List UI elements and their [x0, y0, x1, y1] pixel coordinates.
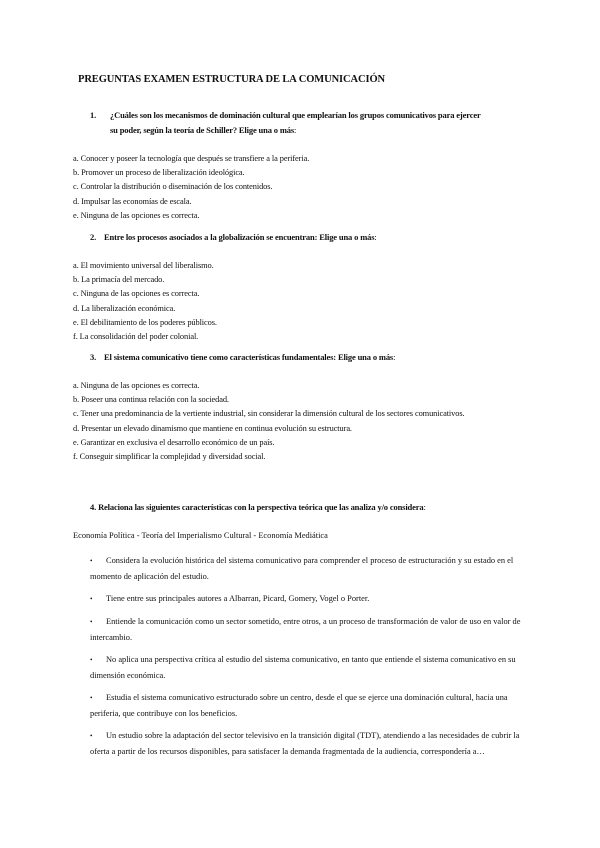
bullet-icon: •	[90, 656, 93, 664]
list-item	[90, 553, 530, 584]
item-text: No aplica una perspectiva crítica al estudio del sistema comunicativo, en tanto que entiende el sistema comunicativo en su dimensión económica.	[90, 655, 516, 680]
option: a. El movimiento universal del liberalismo.	[73, 261, 214, 270]
list-item	[90, 591, 530, 607]
question-2-options	[73, 259, 217, 344]
item-text: Estudia el sistema comunicativo estructurado sobre un centro, desde el que se ejerce una dominación cultural, hacia una periferia, que contribuye con los beneficios.	[90, 693, 508, 718]
item-text: Considera la evolución histórica del sistema comunicativo para comprender el proceso de estructuración y su estado en el momento de aplicación del estudio.	[90, 556, 514, 581]
question-1-text: ¿Cuáles son los mecanismos de dominación cultural que emplearían los grupos comunicativos para ejercer su poder, según la teoría de Schiller? Elige una o más	[110, 110, 481, 135]
option: b. Promover un proceso de liberalización ideológica.	[73, 168, 245, 178]
item-text: Tiene entre sus principales autores a Albarran, Picard, Gomery, Vogel o Porter.	[106, 594, 370, 603]
question-1-number: 1.	[90, 110, 97, 120]
perspectives-list: Economía Política - Teoría del Imperialismo Cultural - Economía Mediática	[73, 531, 328, 540]
question-4-colon: :	[423, 502, 426, 512]
question-4	[90, 502, 426, 512]
option: f. La consolidación del poder colonial.	[73, 332, 199, 342]
bullet-icon: •	[90, 557, 93, 565]
characteristics-list	[90, 553, 530, 766]
question-3-colon: :	[393, 352, 396, 362]
question-4-number: 4.	[90, 502, 97, 512]
option: e. Garantizar en exclusiva el desarrollo económico de un país.	[73, 437, 275, 447]
list-item	[90, 728, 530, 759]
item-text: Entiende la comunicación como un sector sometido, entre otros, a un proceso de transformación de valor de uso en valor de intercambio.	[90, 617, 521, 642]
list-item	[90, 652, 530, 683]
question-1-colon: :	[294, 125, 297, 135]
option: d. Presentar un elevado dinamismo que mantiene en continua evolución su estructura.	[73, 423, 352, 433]
question-3	[90, 350, 530, 365]
bullet-icon: •	[90, 595, 93, 603]
question-3-number: 3.	[90, 352, 97, 362]
list-item	[90, 690, 530, 721]
bullet-icon: •	[90, 694, 93, 702]
question-2	[90, 230, 510, 245]
option: c. Tener una predominancia de la vertiente industrial, sin considerar la dimensión cultural de los sectores comunicativos.	[73, 409, 465, 419]
option: e. Ninguna de las opciones es correcta.	[73, 210, 200, 220]
question-1	[90, 108, 485, 138]
option: e. El debilitamiento de los poderes públicos.	[73, 317, 217, 327]
question-3-options	[73, 379, 543, 464]
option: a. Ninguna de las opciones es correcta.	[73, 381, 200, 390]
question-1-options	[73, 152, 309, 223]
option: d. Impulsar las economías de escala.	[73, 196, 192, 206]
question-2-colon: :	[374, 232, 377, 242]
bullet-icon: •	[90, 732, 93, 740]
option: c. Ninguna de las opciones es correcta.	[73, 289, 200, 299]
question-2-number: 2.	[90, 232, 97, 242]
item-text: Un estudio sobre la adaptación del sector televisivo en la transición digital (TDT), atendiendo a las necesidades de cubrir la oferta a partir de los recursos disponibles, para satisfacer la demanda fragmentada de la audiencia, correspondería a…	[90, 731, 520, 756]
document-title: PREGUNTAS EXAMEN ESTRUCTURA DE LA COMUNICACIÓN	[78, 74, 386, 85]
question-2-text: Entre los procesos asociados a la globalización se encuentran: Elige una o más	[104, 232, 375, 242]
option: d. La liberalización económica.	[73, 303, 176, 313]
list-item	[90, 614, 530, 645]
option: f. Conseguir simplificar la complejidad y diversidad social.	[73, 452, 266, 462]
option: c. Controlar la distribución o diseminación de los contenidos.	[73, 182, 273, 192]
bullet-icon: •	[90, 618, 93, 626]
question-4-text: Relaciona las siguientes características con la perspectiva teórica que las analiza y/o considera	[98, 502, 424, 512]
question-3-text: El sistema comunicativo tiene como características fundamentales: Elige una o más	[104, 352, 394, 362]
option: b. La primacía del mercado.	[73, 275, 165, 285]
option: a. Conocer y poseer la tecnología que después se transfiere a la periferia.	[73, 154, 310, 163]
option: b. Poseer una continua relación con la sociedad.	[73, 395, 229, 405]
